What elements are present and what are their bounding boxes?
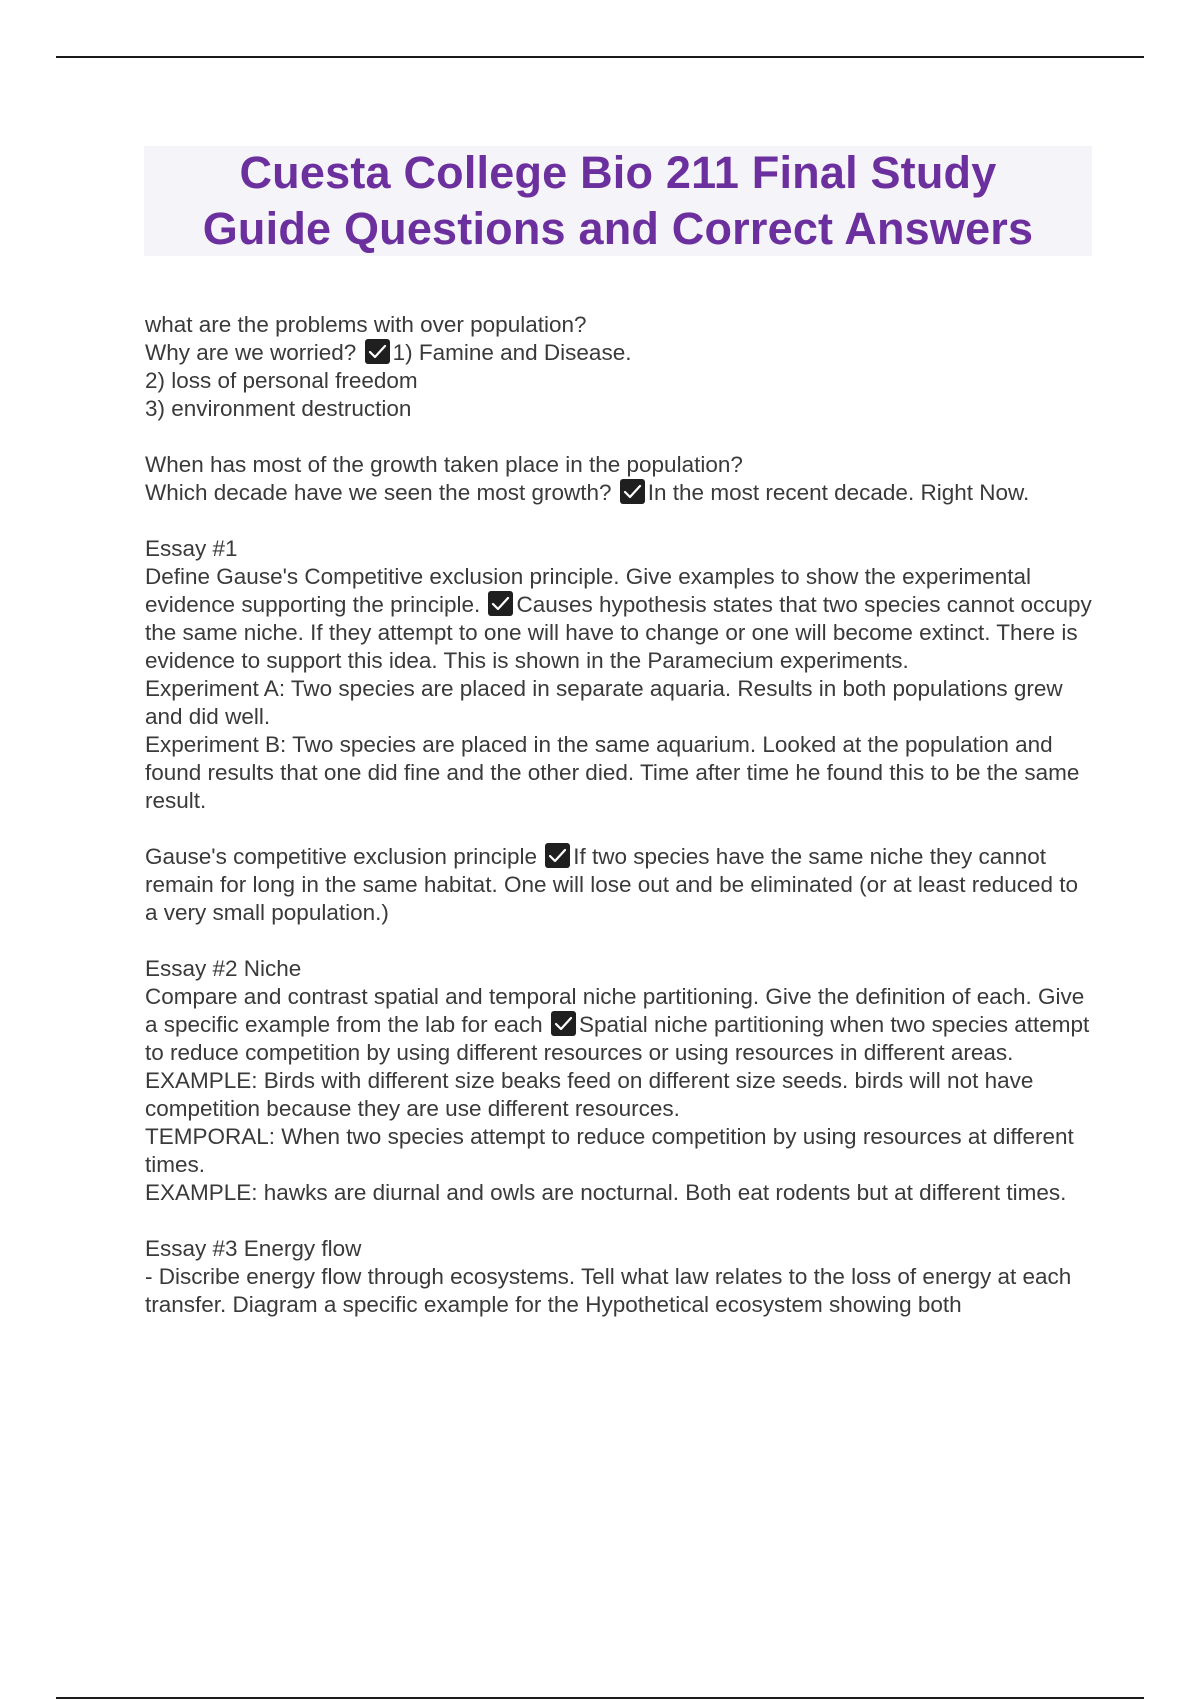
qa-item [145,843,1095,927]
question-3-heading: Essay #1 [145,536,238,561]
qa-text [145,535,1095,815]
header-rule [56,56,1144,58]
answer-1-line-2: 2) loss of personal freedom [145,368,418,393]
answer-3-line-1: Causes hypothesis states that two species cannot occupy the same niche. If they attempt to one will have to change or one will become extinct. There is evidence to support this idea. This is shown in the Paramecium experiments. [145,592,1092,673]
answer-4: If two species have the same niche they cannot remain for long in the same habitat. One will lose out and be eliminated (or at least reduced to a very small population.) [145,844,1079,925]
checkmark-icon [551,1011,576,1036]
question-5-text: Compare and contrast spatial and temporal niche partitioning. Give the definition of each. Give a specific example from the lab for each [145,984,1085,1037]
footer-rule [56,1697,1144,1699]
document-title [203,145,1034,257]
answer-1-line-3: 3) environment destruction [145,396,412,421]
qa-item [145,1235,1095,1319]
question-3-text: Define Gause's Competitive exclusion principle. Give examples to show the experimental evidence supporting the principle. [145,564,1031,617]
qa-text [145,955,1095,1207]
qa-text [145,311,1095,423]
question-2-line-2: Which decade have we seen the most growth? [145,480,612,505]
answer-5-line-4: EXAMPLE: hawks are diurnal and owls are nocturnal. Both eat rodents but at different times. [145,1180,1067,1205]
qa-item [145,955,1095,1207]
answer-5-line-2: EXAMPLE: Birds with different size beaks feed on different size seeds. birds will not have competition because they are use different resources. [145,1068,1034,1121]
checkmark-icon [365,339,390,364]
answer-5-line-1: Spatial niche partitioning when two species attempt to reduce competition by using different resources or using resources in different areas. [145,1012,1090,1065]
qa-text [145,1235,1095,1319]
qa-item [145,311,1095,423]
qa-list [145,311,1095,1347]
qa-text [145,843,1095,927]
question-2-line-1: When has most of the growth taken place in the population? [145,452,743,477]
checkmark-icon [620,479,645,504]
checkmark-icon [488,591,513,616]
answer-2: In the most recent decade. Right Now. [647,480,1030,505]
qa-text [145,451,1095,507]
answer-3-line-3: Experiment B: Two species are placed in the same aquarium. Looked at the population and found results that one did fine and the other died. Time after time he found this to be the same result. [145,732,1080,813]
checkmark-icon [545,843,570,868]
answer-1-line-1: 1) Famine and Disease. [392,340,632,365]
title-line-1: Cuesta College Bio 211 Final Study [239,147,997,198]
title-banner [144,146,1092,256]
question-6-heading: Essay #3 Energy flow [145,1236,362,1261]
question-6-text: - Discribe energy flow through ecosystems. Tell what law relates to the loss of energy at each transfer. Diagram a specific example for the Hypothetical ecosystem showing both [145,1264,1072,1317]
question-5-heading: Essay #2 Niche [145,956,302,981]
qa-item [145,535,1095,815]
qa-item [145,451,1095,507]
question-1-line-2: Why are we worried? [145,340,357,365]
answer-3-line-2: Experiment A: Two species are placed in separate aquaria. Results in both populations grew and did well. [145,676,1063,729]
question-4: Gause's competitive exclusion principle [145,844,537,869]
question-1-line-1: what are the problems with over population? [145,312,587,337]
answer-5-line-3: TEMPORAL: When two species attempt to reduce competition by using resources at different times. [145,1124,1074,1177]
title-line-2: Guide Questions and Correct Answers [202,203,1034,254]
